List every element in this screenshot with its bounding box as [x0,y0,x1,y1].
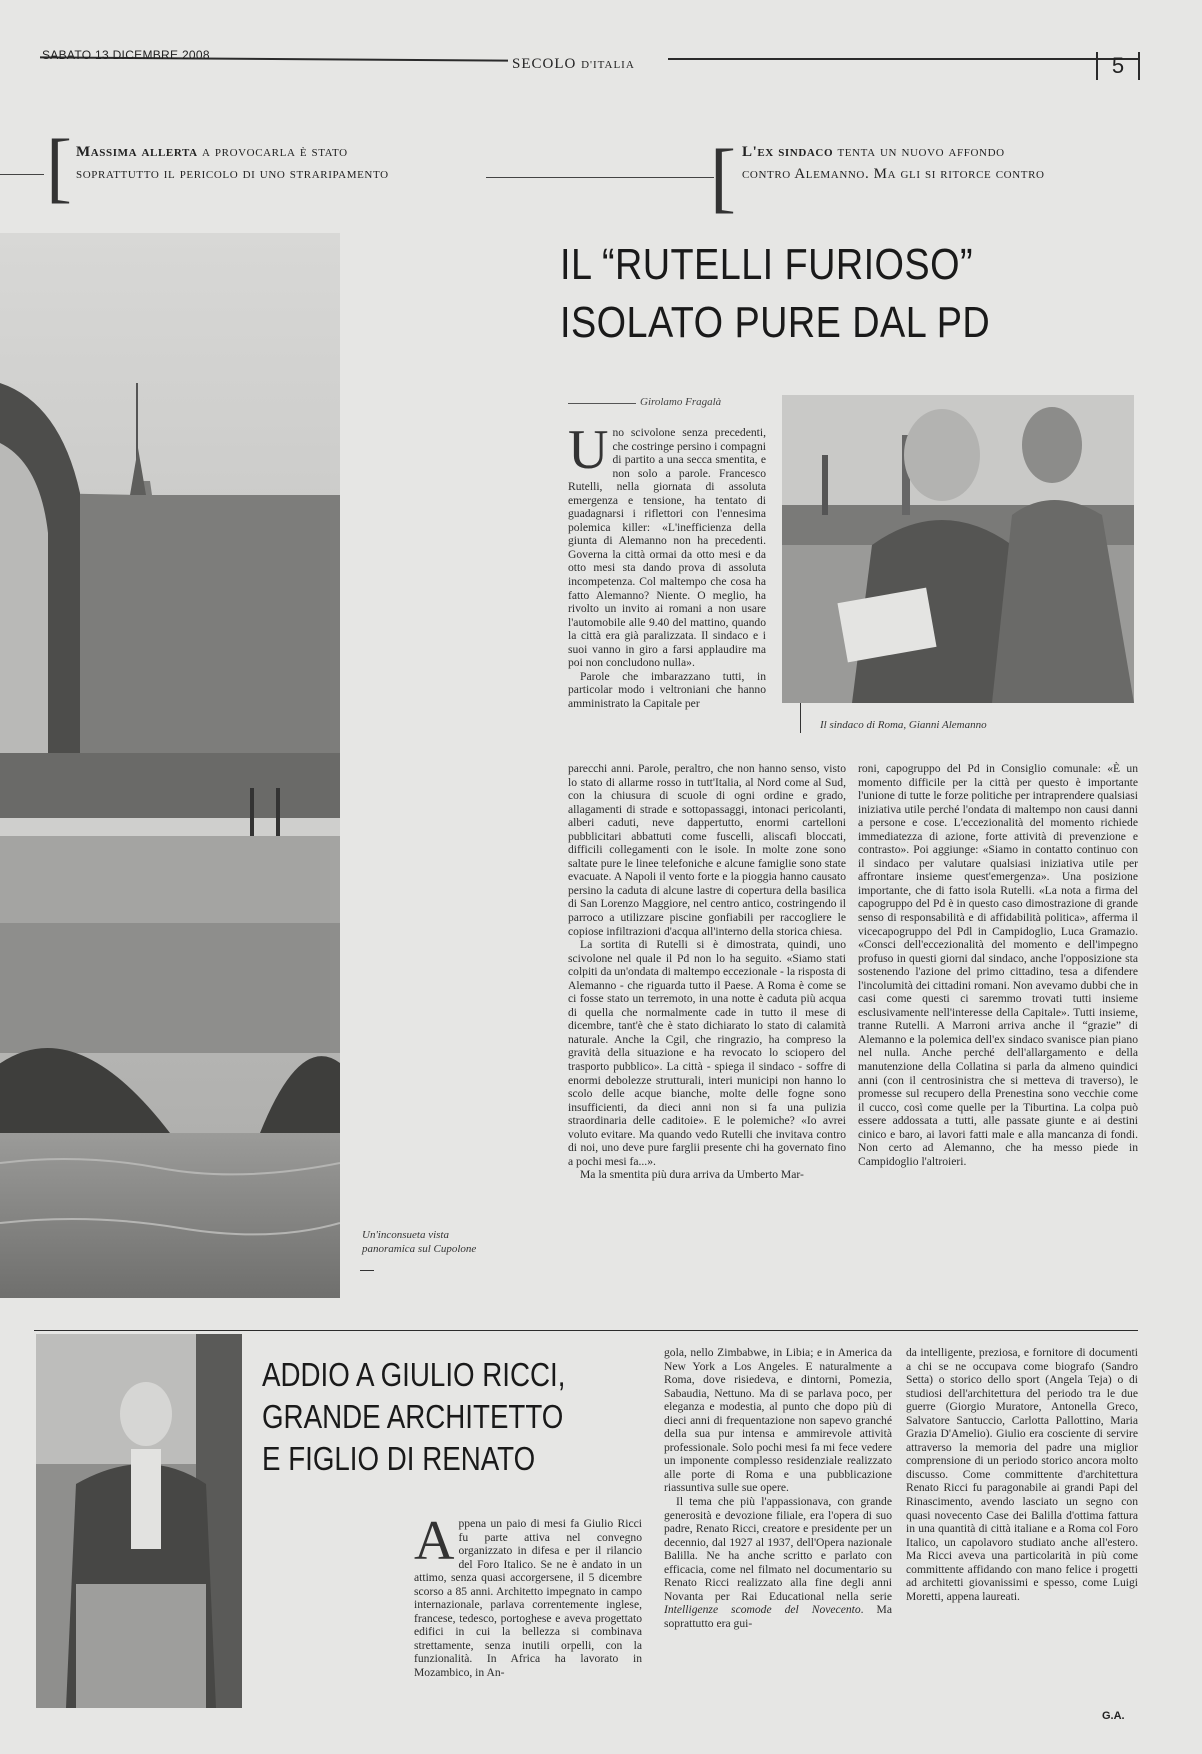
main-article-p1 [568,419,766,670]
issue-date: SABATO 13 DICEMBRE 2008 [42,48,210,62]
kicker-right-rest: tenta un nuovo affondo [833,144,1005,160]
main-headline [560,236,1076,352]
left-caption-line2: panoramica sul Cupolone [362,1243,477,1255]
byline-rule [568,403,636,404]
second-article-p1 [414,1510,642,1680]
alemanno-image [782,395,1134,703]
byline: Girolamo Fragalà [640,396,722,408]
main-headline-line1: IL “RUTELLI FURIOSO” [560,240,973,289]
alemanno-photo [782,395,1134,703]
second-article-col2-p2-before: Il tema che più l'appassionava, con grande generosità e devozione filiale, era l'opera di suo padre, Renato Ricci, creatore e presidente per un decennio, dal 1927 al 1937, dell'Opera nazionale Balilla. Ne ha anche scritto e parlato con efficacia, come nel filmato nel documentario su Renato Ricci realizzato alla fine degli anni Novanta per Rai Educational nella serie [664,1495,892,1603]
left-caption-line1: Un'inconsueta vista [362,1229,449,1241]
second-article-col2-p1: gola, nello Zimbabwe, in Libia; e in America da New York a Los Angeles. E naturalmente a Roma, dove risiedeva, e dintorni, Pomezia, Sabaudia, Nettuno. Ma di se parlava poco, per eleganza e modestia, al punto che dopo più di dieci anni di frequentazione non sapevo granché della sua pur intensa e ammirevole attività professionale. Solo pochi mesi fa mi fece vedere un imponente complesso residenziale realizzato alle porte di Roma e una pubblicazione riassuntiva sulle sue opere. [664,1346,892,1495]
giulio-ricci-photo [36,1334,242,1708]
kicker-right-bracket: [ [710,133,736,220]
kicker-left [76,141,516,185]
second-headline-line2: GRANDE ARCHITETTO [262,1398,564,1435]
left-caption-rule [360,1270,374,1271]
main-article-col2-p2: La sortita di Rutelli si è dimostrata, quindi, uno scivolone nel quale il Pd non lo ha seguito. «Siamo stati colpiti da un'ondata di maltempo eccezionale - la risposta di Alemanno - che riguarda tutto il Paese. A Roma è come se ci fosse stato un terremoto, in una notte è caduta più acqua di quella che normalmente cade in tutto il mese di dicembre, tant'è che è stato dichiarato lo stato di calamità naturale. Anche la Cgil, che ringrazio, ha compreso la gravità della situazione e ha revocato lo sciopero del trasporto pubblico». La città - spiega il sindaco - soffre di enormi debolezze strutturali, interi municipi non hanno lo scolo delle acque bianche, molte delle fogne sono insufficienti, da dieci anni non si fa una pulizia straordinaria delle caditoie». E le polemiche? «Io avrei voluto evitare. Ma quando vedo Rutelli che invitava contro di noi, uno deve pure farglii presente chi ha governato fino a pochi mesi fa...». [568,938,846,1168]
second-article-p1-text: ppena un paio di mesi fa Giulio Ricci fu parte attiva nel convegno organizzato in difesa e per il rilancio del Foro Italico. Se ne è andato in un attimo, senza quasi accorgersene, il 5 dicembre scorso a 85 anni. Architetto impegnato in campo internazionale, parlava correntemente inglese, francese, tedesco, portoghese e aveva progettato edifici in cui la bellezza si combinava strettamente, senza inutili orpelli, con la funzionalità. In Africa ha lavorato in Mozambico, in An- [414,1517,642,1680]
second-headline-line3: E FIGLIO DI RENATO [262,1440,536,1477]
kicker-left-bold: Massima allerta [76,144,198,160]
page-number: 5 [1096,52,1140,80]
main-article-p1-text: no scivolone senza precedenti, che costringe persino i compagni di partito a una secca smentita, e non solo a parole. Francesco Rutelli, nella giornata di assoluta emergenza e tensione, ha tentato di guadagnarsi i riflettori con l'ennesima polemica killer: «L'inefficienza della giunta di Alemanno non ha precedenti. Governa la città ormai da otto mesi e da otto mesi sta dando prova di assoluta incompetenza. Col maltempo che cosa ha fatto Alemanno? Niente. O meglio, ha rivolto un invito ai romani a non usare l'automobile alle 9.40 del mattino, quando la città era già paralizzata. Il sindaco e i suoi vanno in giro a farsi applaudire ma poi non concludono nulla». [568,426,766,670]
main-dropcap: U [568,419,609,481]
kicker-left-rest: a provocarla è stato [197,144,348,160]
main-article-p2: Parole che imbarazzano tutti, in particolar modo i veltroniani che hanno amministrato la Capitale per [568,669,766,710]
kicker-left-lead [0,174,44,175]
second-article-signature: G.A. [1102,1710,1125,1722]
section-divider [34,1330,1138,1331]
second-headline-line1: ADDIO A GIULIO RICCI, [262,1356,566,1393]
second-article-series-title: Intelligenze scomode del Novecento [664,1603,861,1617]
second-headline [262,1354,615,1480]
kicker-left-bracket: [ [46,123,72,210]
photo-caption-rule [800,703,801,733]
left-photo-caption [362,1228,502,1256]
second-article-column-1 [414,1510,642,1680]
second-article-column-3 [906,1346,1138,1603]
masthead-small: D'ITALIA [581,59,635,71]
giulio-ricci-image [36,1334,242,1708]
kicker-right-line2: contro Alemanno. Ma gli si ritorce contro [742,166,1045,182]
kicker-left-rule [486,177,714,178]
main-article-col3-p1: roni, capogruppo del Pd in Consiglio comunale: «È un momento difficile per la città per questo è importante l'unione di tutte le forze politiche per intraprendere qualsiasi iniziativa utile perché l'ondata di maltempo non causi danni a persone e cose. L'eccezionalità del momento richiede immediatezza di azione, forte attività di prevenzione e contrasto». Poi aggiunge: «Siamo in contatto continuo con il sindaco per valutare qualsiasi iniziativa utile per affrontare insieme quest'emergenza». Una posizione importante, che di fatto isola Rutelli. «La nota a firma del capogruppo del Pd è in questo caso dimostrazione di grande senso di responsabilità e di affidabilità politica», afferma il vicecapogruppo del Pdl in Campidoglio, Luca Gramazio. «Consci dell'eccezionalità del momento e dell'impegno profuso in questi giorni dal sindaco, anche l'opposizione sta sostenendo l'azione del primo cittadino, tesa a difendere l'incolumità dei cittadini romani. Non avevamo dubbi che in casi come questi ci saremmo trovati tutti insieme esclusivamente nell'interesse della Capitale». Tutti insieme, tranne Rutelli. A Marroni arriva anche il “grazie” di Alemanno e la polemica dell'ex sindaco svanisce pian piano nel nulla. Anche perché dell'allargamento e della manutenzione della Collatina si parla da almeno quindici anni (con il centrosinistra che si metteva di traverso), le promesse sul recupero della Prenestina sono vecchie come il cucco, così come quelle per la Tiburtina. La colpa può essere addossata a tutti, alle passate giunte e ai destini cinico e baro, ai lavori fatti male e alla mancanza di fondi. Non certo ad Alemanno, che ha messo piede in Campidoglio l'altroieri. [858,762,1138,1168]
kicker-right-bold: L'ex sindaco [742,144,834,160]
flood-panorama-photo [0,233,340,1298]
masthead-main: SECOLO [512,56,577,72]
second-article-col2-p2-after: . Ma soprattutto era gui- [664,1603,892,1630]
newspaper-masthead [512,56,635,73]
masthead-rule-right [668,58,1138,60]
main-article-column-3 [858,762,1138,1168]
main-article-col2-p1: parecchi anni. Parole, peraltro, che non hanno senso, visto lo stato di allarme rosso in tutt'Italia, al Nord come al Sud, con la chiusura di scuole di ogni ordine e grado, allagamenti di strade e sottopassaggi, intonaci pericolanti, alberi caduti, neve dappertutto, enormi cartelloni pubblicitari abbattuti come fuscelli, aliscafi bloccati, difficili collegamenti con le isole. In molte zone sono saltate pure le linee telefoniche e alcune famiglie sono state evacuate. A Napoli il vento forte e la pioggia hanno causato persino la caduta di alcune lastre di copertura della basilica di San Lorenzo Maggiore, nel centro antico, costringendo il parroco a utilizzare piscine gonfiabili per raccogliere le copiose infiltrazioni d'acqua all'interno della storica chiesa. [568,762,846,938]
second-dropcap: A [414,1510,455,1572]
second-article-col2-p2 [664,1495,892,1630]
main-headline-line2: ISOLATO PURE DAL PD [560,298,991,347]
kicker-left-line2: soprattutto il pericolo di uno straripamento [76,166,389,182]
main-article-col2-p3: Ma la smentita più dura arriva da Umberto Mar- [580,1168,804,1182]
main-article-column-2 [568,762,846,1182]
main-article-column-1 [568,419,766,710]
second-article-col3-p1: da intelligente, preziosa, e fornitore di documenti a chi se ne occupava come biografo (Sandro Setta) o storico dello sport (Angela Teja) o di studiosi dell'architettura del periodo tra le due guerre (Giorgio Muratore, Antonella Greco, Salvatore Santuccio, Carlotta Pallottino, Maria Grazia D'Amelio). Giulio era cosciente di servire attraverso la memoria del padre una miglior comprensione di un periodo storico ancora molto discusso. Come committente d'architettura Renato Ricci fu paragonabile ai grandi Papi del Rinascimento, avendo lasciato un segno con quasi novecento Case dei Balilla d'ottima fattura in una quantità di città italiane e a Roma col Foro Italico, un capolavoro studiato anche all'estero. Ma Ricci aveva una particolarità in più come committente affidando con mano felice i progetti ad architetti giovanissimi e spesso, come Luigi Moretti, appena laureati. [906,1346,1138,1603]
kicker-right [742,141,1162,185]
flood-panorama-image [0,233,340,1298]
second-article-column-2 [664,1346,892,1630]
alemanno-photo-caption: Il sindaco di Roma, Gianni Alemanno [820,719,987,731]
